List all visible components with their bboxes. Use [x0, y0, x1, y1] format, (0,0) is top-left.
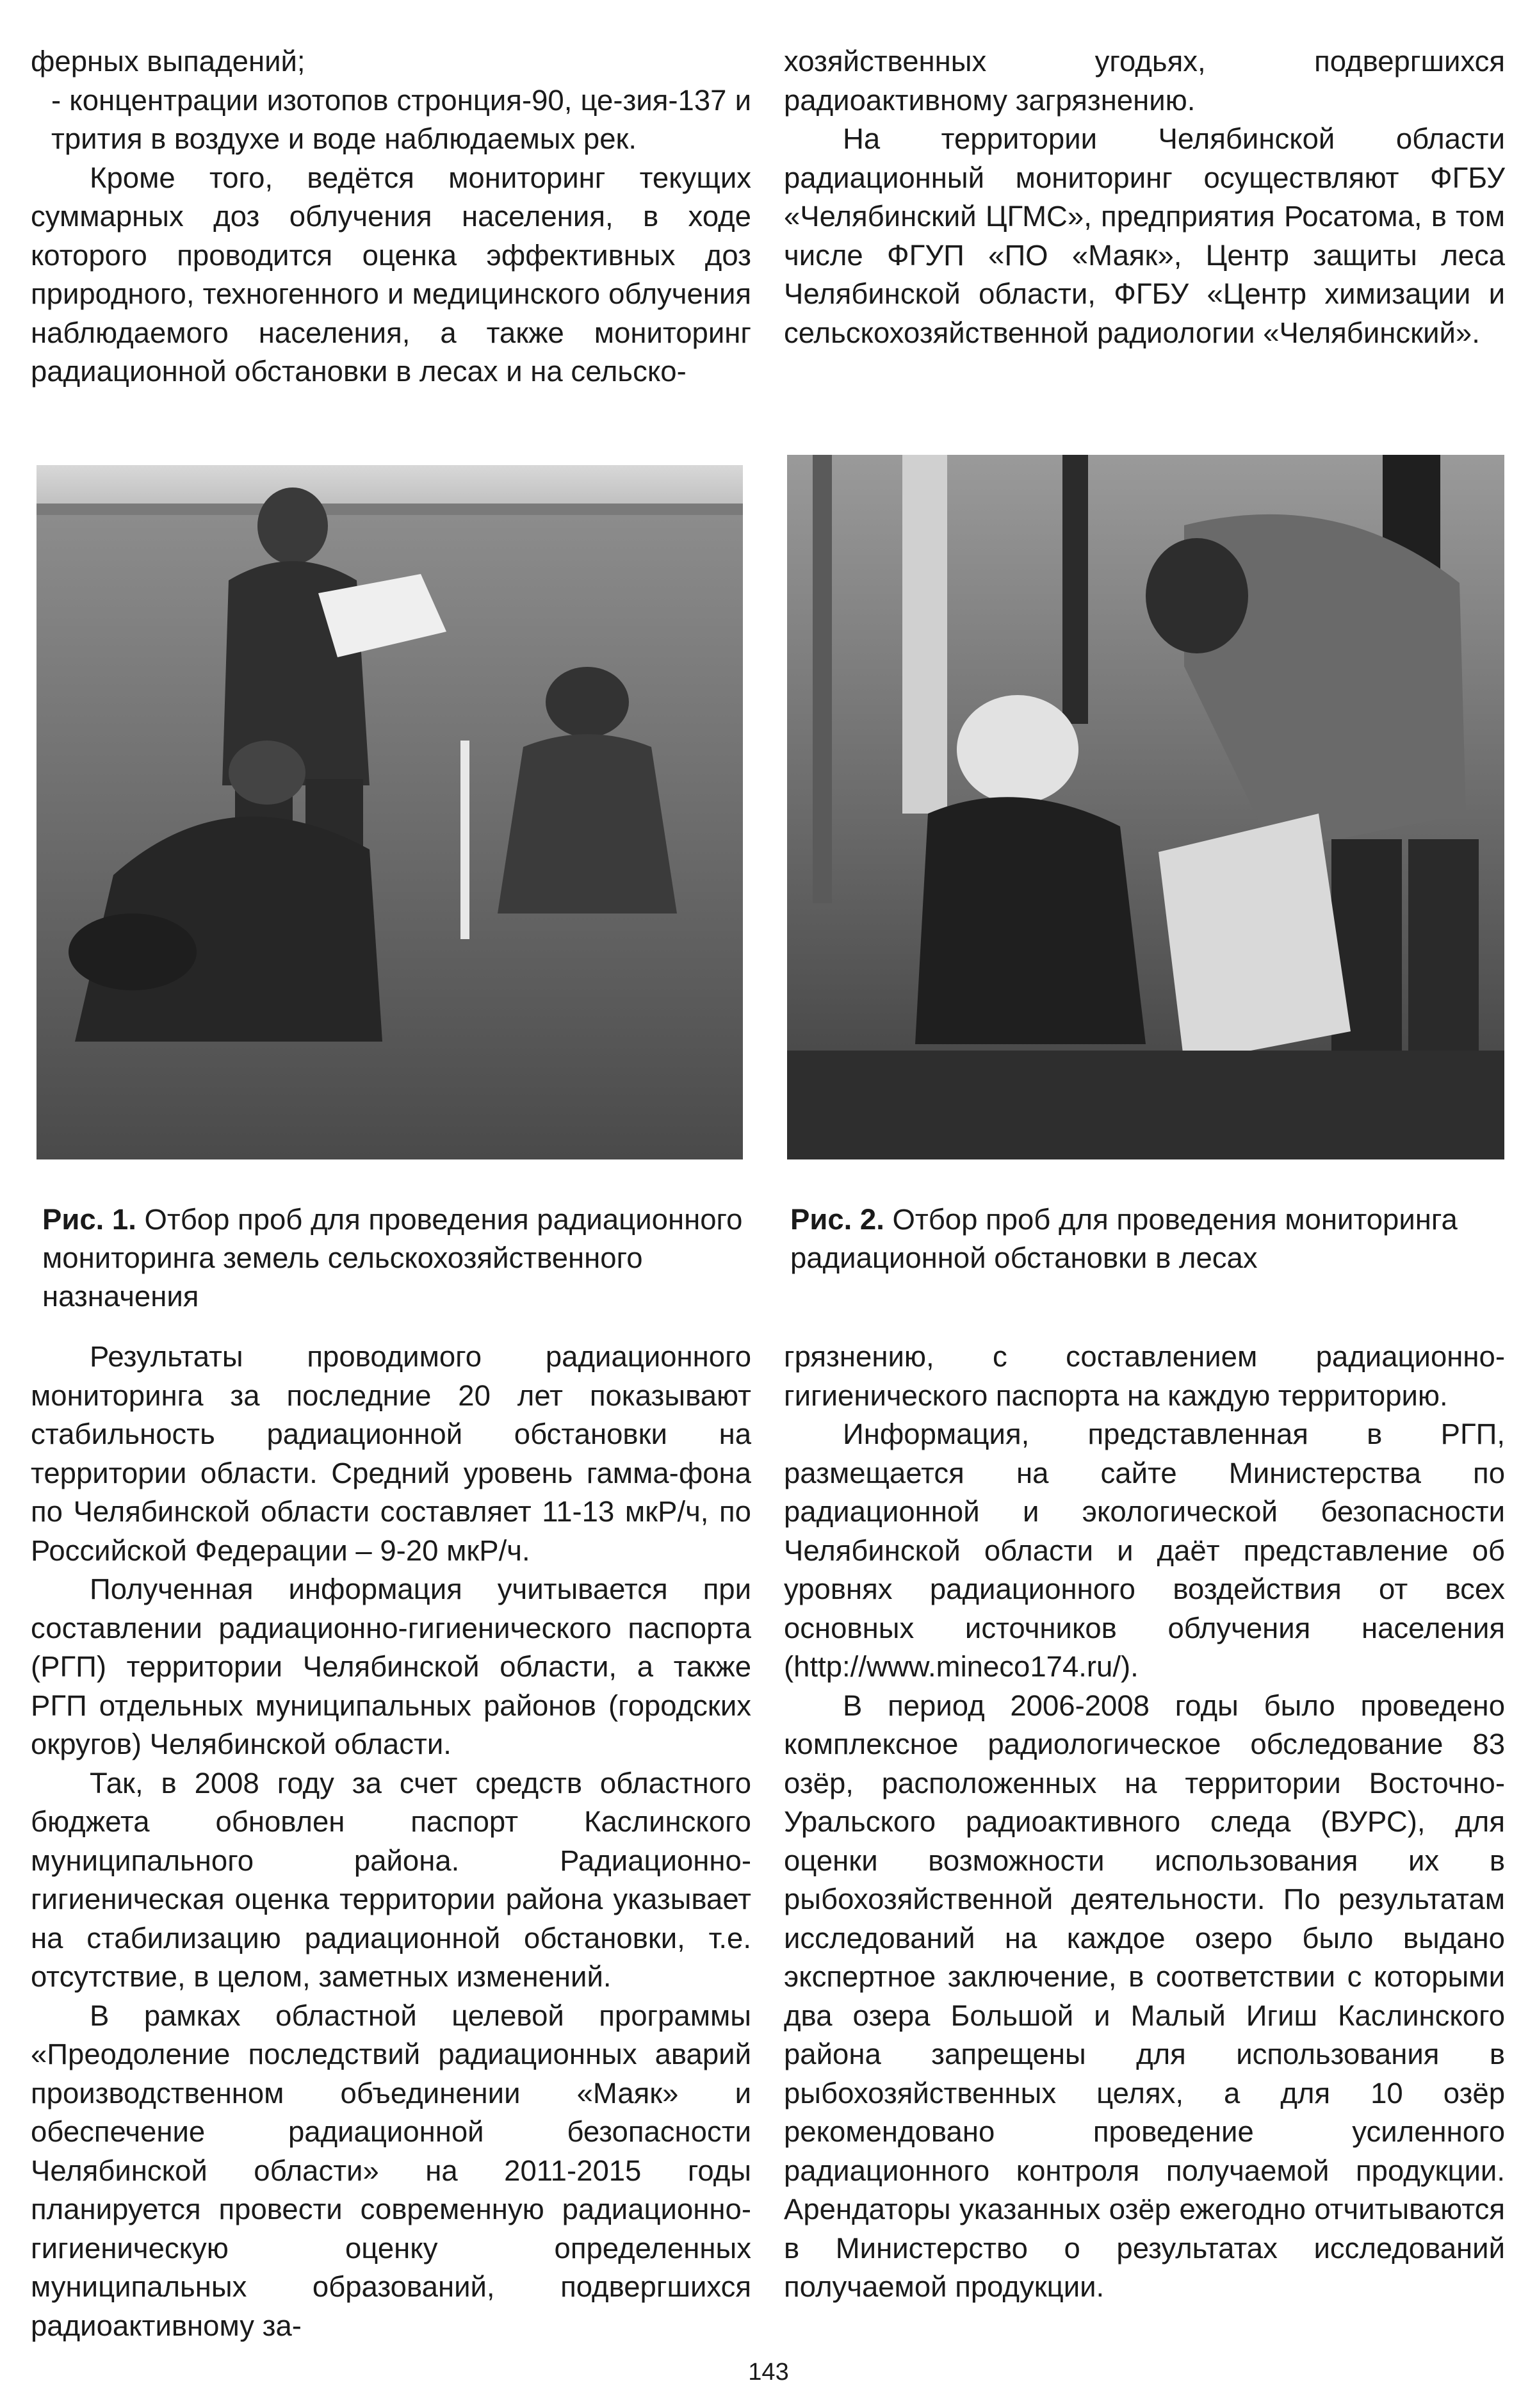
figure-2-photo: [787, 455, 1504, 1159]
forest-sampling-photo: [787, 455, 1504, 1159]
paragraph: Результаты проводимого радиационного мониторинга за последние 20 лет показывают стабильность радиационной обстановки на территории области. Средний уровень гамма-фона по Челябинской области составляет 11-13 мкР/ч, по Российской Федерации – 9-20 мкР/ч.: [31, 1340, 751, 1567]
figure-label: Рис. 2.: [790, 1203, 884, 1236]
figure-1-photo: [37, 465, 743, 1159]
figure-2-caption: [790, 1200, 1501, 1277]
figure-caption-text: Отбор проб для проведения мониторинга радиационной обстановки в лесах: [790, 1203, 1458, 1274]
paragraph: В период 2006-2008 годы было проведено комплексное радиологическое обследование 83 озёр, расположенных на территории Восточно-Уральского радиоактивного следа (ВУРС), для оценки возможности использования их в рыбохозяйственной деятельности. По результатам исследований на каждое озеро было выдано экспертное заключение, в соответствии с которыми два озера Большой и Малый Игиш Каслинского района запрещены для использования в рыбохозяйственных целях, а для 10 озёр рекомендовано проведение усиленного радиационного контроля получаемой продукции. Арендаторы указанных озёр ежегодно отчитываются в Министерство о результатах исследований получаемой продукции.: [784, 1689, 1505, 2303]
figure-label: Рис. 1.: [42, 1203, 136, 1236]
top-left-column: [31, 42, 751, 391]
paragraph: Так, в 2008 году за счет средств областного бюджета обновлен паспорт Каслинского муниципального района. Радиационно-гигиеническая оценка территории района указывает на стабилизацию радиационной обстановки, т.е. отсутствие, в целом, заметных изменений.: [31, 1766, 751, 1993]
paragraph-continuation: грязнению, с составлением радиационно-гигиенического паспорта на каждую территорию.: [784, 1340, 1505, 1412]
page-number: 143: [748, 2359, 789, 2386]
text-list-item: - концентрации изотопов стронция-90, це-зия-137 и трития в воздухе и воде наблюдаемых рек.: [51, 83, 751, 155]
field-sampling-photo: [37, 465, 743, 1159]
text-line: ферных выпадений;: [31, 45, 305, 78]
top-right-column: [784, 42, 1505, 352]
paragraph: Информация, представленная в РГП, размещается на сайте Министерства по радиационной и экологической безопасности Челябинской области и даёт представление об уровнях радиационного воздействия от всех основных источников облучения населения (http://www.mineco174.ru/).: [784, 1418, 1505, 1683]
bottom-right-column: [784, 1338, 1505, 2307]
paragraph: Полученная информация учитывается при составлении радиационно-гигиенического паспорта (РГП) территории Челябинской области, а также РГП отдельных муниципальных районов (городских округов) Челябинской области.: [31, 1573, 751, 1760]
figure-1-caption: [42, 1200, 753, 1316]
bottom-left-column: [31, 1338, 751, 2345]
paragraph-continuation: хозяйственных угодьях, подвергшихся радиоактивному загрязнению.: [784, 45, 1505, 117]
paragraph: На территории Челябинской области радиационный мониторинг осуществляют ФГБУ «Челябинский ЦГМС», предприятия Росатома, в том числе ФГУП «ПО «Маяк», Центр защиты леса Челябинской области, ФГБУ «Центр химизации и сельскохозяйственной радиологии «Челябинский».: [784, 122, 1505, 349]
paragraph: В рамках областной целевой программы «Преодоление последствий радиационных аварий производственном объединении «Маяк» и обеспечение радиационной безопасности Челябинской области» на 2011-2015 годы планируется провести современную радиационно-гигиеническую оценку определенных муниципальных образований, подвергшихся радиоактивному за-: [31, 1999, 751, 2342]
figure-caption-text: Отбор проб для проведения радиационного мониторинга земель сельскохозяйственного назначения: [42, 1203, 743, 1313]
paragraph: Кроме того, ведётся мониторинг текущих суммарных доз облучения населения, в ходе которого проводится оценка эффективных доз природного, техногенного и медицинского облучения наблюдаемого населения, а также мониторинг радиационной обстановки в лесах и на сельско-: [31, 161, 751, 388]
